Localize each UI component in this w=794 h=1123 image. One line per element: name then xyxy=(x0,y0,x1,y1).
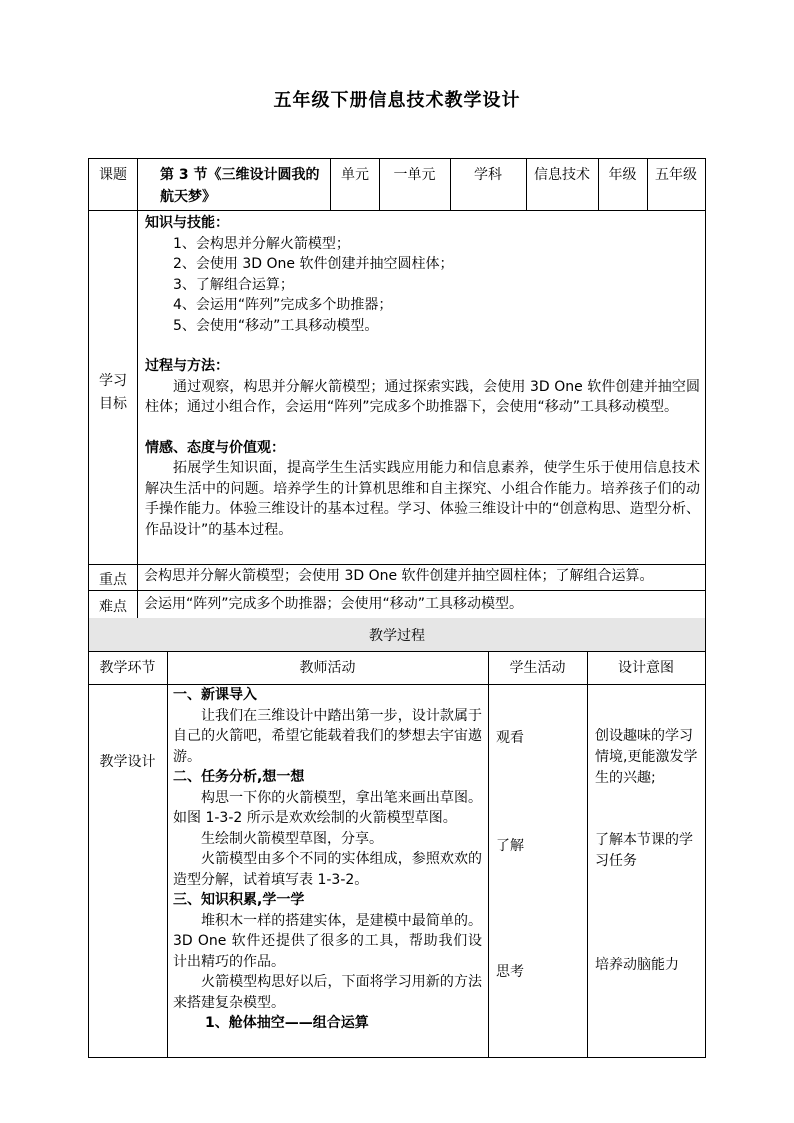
knowledge-heading: 知识与技能： xyxy=(145,215,229,231)
table-col-divider xyxy=(167,651,168,1058)
table-row-divider xyxy=(88,651,706,652)
col-stage-header: 教学环节 xyxy=(99,660,156,676)
knowledge-item: 5、会使用“移动”工具移动模型。 xyxy=(173,317,379,334)
stage-value: 教学设计 xyxy=(99,754,156,770)
intent-1: 创设趣味的学习情境,更能激发学生的兴趣; xyxy=(595,728,698,786)
subject-label: 学科 xyxy=(474,167,502,183)
section-2-text: 火箭模型由多个不同的实体组成，参照欢欢的造型分解，试着填写表 1-3-2。 xyxy=(173,851,482,888)
table-row-divider xyxy=(88,564,706,565)
section-3-text: 火箭模型构思好以后，下面将学习用新的方法来搭建复杂模型。 xyxy=(173,974,482,1011)
knowledge-item: 2、会使用 3D One 软件创建并抽空圆柱体； xyxy=(173,256,454,272)
section-3-subheading: 1、舱体抽空——组合运算 xyxy=(205,1015,369,1031)
unit-value: 一单元 xyxy=(393,167,436,183)
section-3-heading: 三、知识积累,学一学 xyxy=(173,892,305,908)
unit-label: 单元 xyxy=(341,167,369,183)
section-1-heading: 一、新课导入 xyxy=(173,687,257,703)
objectives-label-line1: 学习 xyxy=(99,373,127,389)
grade-value: 五年级 xyxy=(655,167,697,183)
page-title: 五年级下册信息技术教学设计 xyxy=(273,90,521,111)
process-heading: 教学过程 xyxy=(369,628,425,644)
lesson-label: 课题 xyxy=(99,167,127,183)
col-teacher-header: 教师活动 xyxy=(299,660,356,676)
col-intent-header: 设计意图 xyxy=(618,660,674,676)
table-border-right xyxy=(705,618,706,1058)
knowledge-item: 1、会构思并分解火箭模型； xyxy=(173,235,350,252)
table-border-top xyxy=(88,158,706,159)
difficulties-text: 会运用“阵列”完成多个助推器；会使用“移动”工具移动模型。 xyxy=(144,596,524,612)
intent-2: 了解本节课的学习任务 xyxy=(595,832,693,869)
table-row-divider xyxy=(88,590,706,591)
section-2-heading: 二、任务分析,想一想 xyxy=(173,769,305,785)
difficulties-label: 难点 xyxy=(99,599,127,615)
knowledge-item: 3、了解组合运算； xyxy=(173,276,294,293)
knowledge-item: 4、会运用“阵列”完成多个助推器； xyxy=(173,297,393,313)
teacher-activity xyxy=(173,685,482,1034)
table-border-left xyxy=(88,618,89,1058)
key-points-text: 会构思并分解火箭模型；会使用 3D One 软件创建并抽空圆柱体；了解组合运算。 xyxy=(144,568,654,584)
lesson-title: 第 3 节《三维设计圆我的航天梦》 xyxy=(160,167,320,205)
student-activity-1: 观看 xyxy=(496,730,524,746)
grade-label: 年级 xyxy=(608,167,637,183)
objectives-label-line2: 目标 xyxy=(99,396,127,412)
table-col-divider xyxy=(587,651,588,1058)
section-2-text: 生绘制火箭模型草图，分享。 xyxy=(201,830,383,847)
student-activity-3: 思考 xyxy=(496,964,524,980)
subject-value: 信息技术 xyxy=(534,167,590,183)
student-activity-2: 了解 xyxy=(496,838,524,854)
emotion-text: 拓展学生知识面，提高学生生活实践应用能力和信息素养，使学生乐于使用信息技术解决生活中的问题。培养学生的计算机思维和自主探究、小组合作能力。培养孩子们的动手操作能力。体验三维设计的基本过程。学习、体验三维设计中的“创意构思、造型分析、作品设计”的基本过程。 xyxy=(145,460,700,538)
section-2-text: 构思一下你的火箭模型，拿出笔来画出草图。如图 1-3-2 所示是欢欢绘制的火箭模型草图。 xyxy=(173,789,482,826)
emotion-heading: 情感、态度与价值观： xyxy=(145,439,285,456)
col-student-header: 学生活动 xyxy=(509,660,566,676)
key-points-label: 重点 xyxy=(99,572,127,588)
knowledge-list xyxy=(145,234,700,337)
table-border-bottom xyxy=(88,1057,706,1058)
table-col-divider xyxy=(488,651,489,1058)
section-1-text: 让我们在三维设计中踏出第一步，设计款属于自己的火箭吧，希望它能载着我们的梦想去宇宙遨游。 xyxy=(173,707,482,765)
objectives-label xyxy=(88,370,138,416)
table-border-right xyxy=(705,158,706,618)
intent-3: 培养动脑能力 xyxy=(595,957,679,973)
section-3-text: 堆积木一样的搭建实体，是建模中最简单的。3D One 软件还提供了很多的工具，帮助我们设计出精巧的作品。 xyxy=(173,912,482,970)
process-text: 通过观察，构思并分解火箭模型；通过探索实践，会使用 3D One 软件创建并抽空圆柱体；通过小组合作，会运用“阵列”完成多个助推器下，会使用“移动”工具移动模型。 xyxy=(145,378,700,415)
process-heading: 过程与方法： xyxy=(145,358,229,374)
objectives-content xyxy=(145,213,700,540)
table-row-divider xyxy=(88,210,706,211)
